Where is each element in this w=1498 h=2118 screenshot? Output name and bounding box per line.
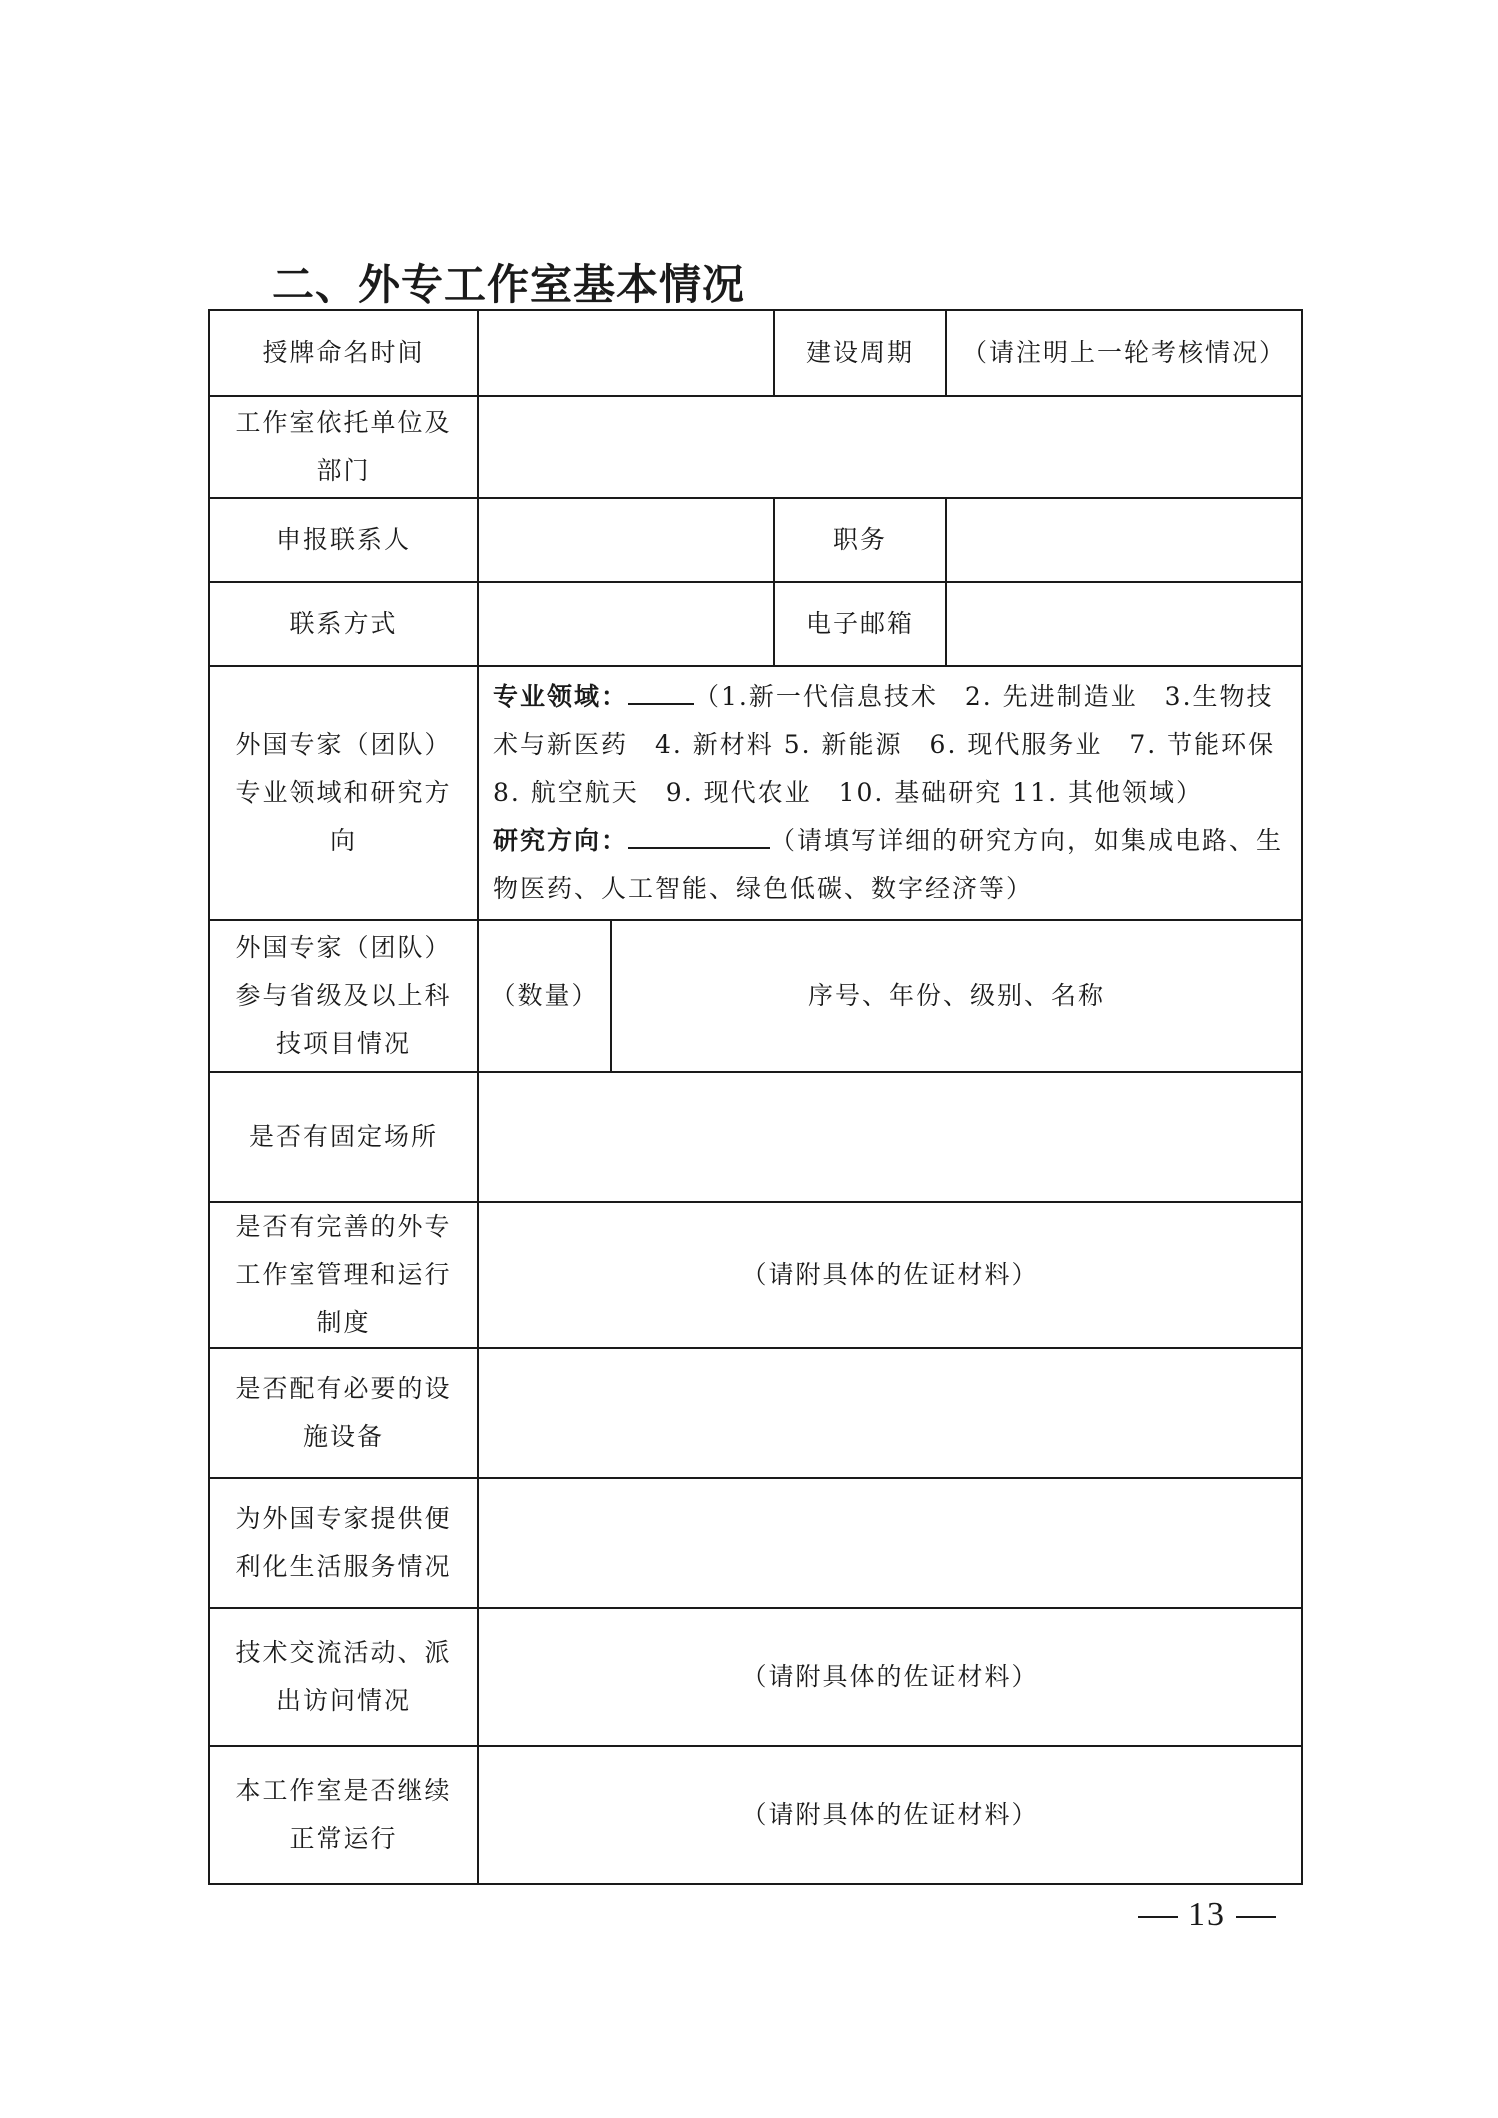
page-number [1128, 1896, 1286, 1934]
table-row [209, 310, 1302, 396]
contact-person-field[interactable] [478, 498, 774, 582]
page-number-value: 13 [1188, 1896, 1226, 1933]
basic-info-table [208, 309, 1303, 1885]
table-row [209, 666, 1302, 920]
facilities-field[interactable] [478, 1348, 1302, 1478]
table-row [209, 1072, 1302, 1202]
fixed-site-label: 是否有固定场所 [209, 1072, 478, 1202]
management-label: 是否有完善的外专工作室管理和运行制度 [209, 1202, 478, 1348]
section-title: 二、外专工作室基本情况 [272, 260, 746, 309]
exchange-label: 技术交流活动、派出访问情况 [209, 1608, 478, 1746]
management-field[interactable]: （请附具体的佐证材料） [478, 1202, 1302, 1348]
field-heading: 专业领域： [493, 682, 629, 711]
contact-person-label: 申报联系人 [209, 498, 478, 582]
position-field[interactable] [946, 498, 1302, 582]
table-row [209, 1478, 1302, 1608]
operation-field[interactable]: （请附具体的佐证材料） [478, 1746, 1302, 1884]
table-row [209, 1746, 1302, 1884]
direction-note: （请填写详细的研究方向，如集成电路、生物医药、人工智能、绿色低碳、数字经济等） [493, 826, 1284, 903]
table-row [209, 498, 1302, 582]
direction-blank[interactable] [628, 821, 770, 849]
projects-label: 外国专家（团队）参与省级及以上科技项目情况 [209, 920, 478, 1072]
table-row [209, 1348, 1302, 1478]
operation-label: 本工作室是否继续正常运行 [209, 1746, 478, 1884]
email-label: 电子邮箱 [774, 582, 946, 666]
table-row [209, 396, 1302, 498]
projects-detail-field[interactable]: 序号、年份、级别、名称 [611, 920, 1302, 1072]
field-options: （1.新一代信息技术 2. 先进制造业 3.生物技术与新医药 4. 新材料 5. 新能源 6. 现代服务业 7. 节能环保 8. 航空航天 9. 现代农业 10. 基础研究 11. 其他领域） [493, 682, 1303, 807]
host-unit-label: 工作室依托单位及部门 [209, 396, 478, 498]
table-row [209, 920, 1302, 1072]
dash-left [1138, 1916, 1178, 1918]
services-label: 为外国专家提供便利化生活服务情况 [209, 1478, 478, 1608]
projects-count-field[interactable]: （数量） [478, 920, 611, 1072]
host-unit-field[interactable] [478, 396, 1302, 498]
table-row [209, 1608, 1302, 1746]
authorization-time-label: 授牌命名时间 [209, 310, 478, 396]
services-field[interactable] [478, 1478, 1302, 1608]
contact-method-label: 联系方式 [209, 582, 478, 666]
field-blank[interactable] [628, 677, 694, 705]
table-row [209, 1202, 1302, 1348]
facilities-label: 是否配有必要的设施设备 [209, 1348, 478, 1478]
expertise-field[interactable] [478, 666, 1302, 920]
direction-heading: 研究方向： [493, 826, 629, 855]
email-field[interactable] [946, 582, 1302, 666]
construction-period-label: 建设周期 [774, 310, 946, 396]
construction-period-field[interactable]: （请注明上一轮考核情况） [946, 310, 1302, 396]
contact-method-field[interactable] [478, 582, 774, 666]
authorization-time-field[interactable] [478, 310, 774, 396]
position-label: 职务 [774, 498, 946, 582]
dash-right [1236, 1916, 1276, 1918]
expertise-label: 外国专家（团队）专业领域和研究方向 [209, 666, 478, 920]
table-row [209, 582, 1302, 666]
fixed-site-field[interactable] [478, 1072, 1302, 1202]
exchange-field[interactable]: （请附具体的佐证材料） [478, 1608, 1302, 1746]
